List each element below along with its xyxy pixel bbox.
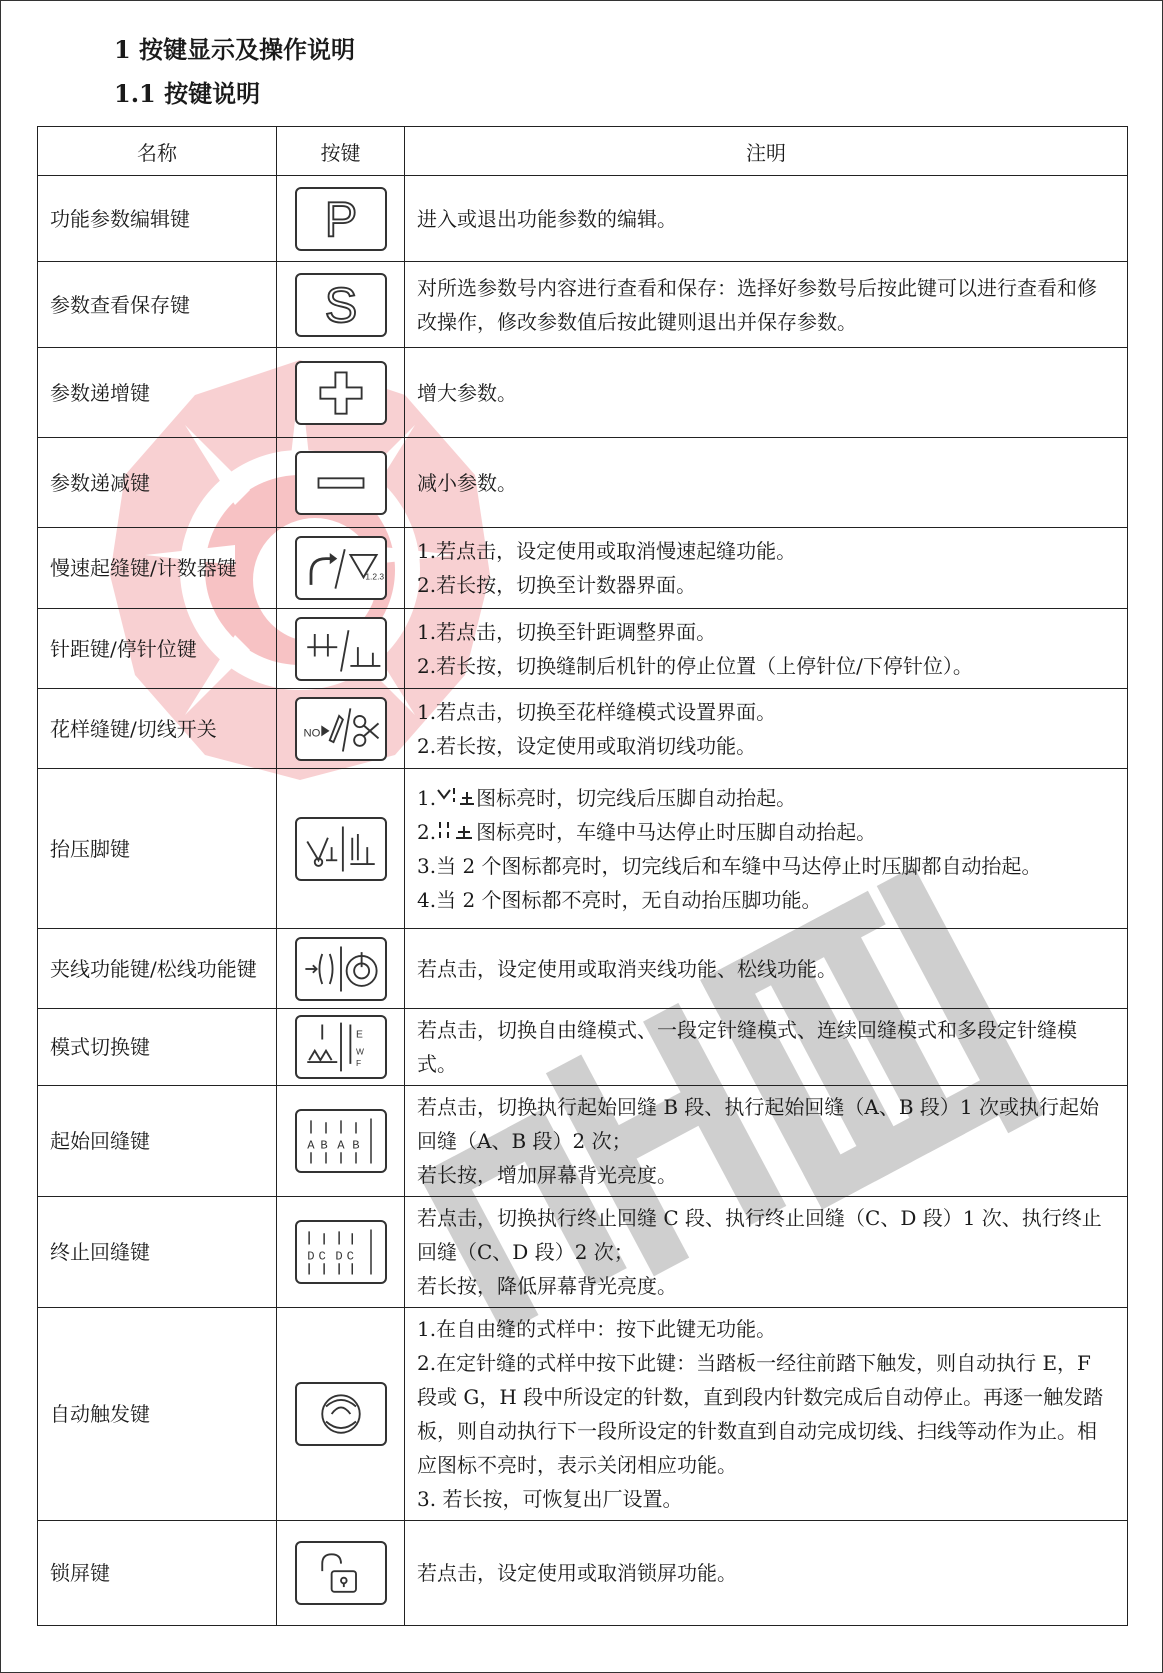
- mode-switch-icon: [295, 1015, 387, 1079]
- note-text: 图标亮时，切完线后压脚自动抬起。: [476, 785, 797, 810]
- table-row: [38, 1521, 1128, 1626]
- key-name: 功能参数编辑键: [38, 176, 277, 262]
- key-name: 终止回缝键: [38, 1197, 277, 1308]
- header-note: 注明: [405, 127, 1128, 176]
- table-row: [38, 262, 1128, 348]
- presser-foot-lift-icon: [295, 817, 387, 881]
- table-row: [38, 176, 1128, 262]
- s-key-label: S: [324, 278, 357, 333]
- key-note: [405, 1086, 1128, 1197]
- note-text: 图标亮时，车缝中马达停止时压脚自动抬起。: [476, 819, 877, 844]
- key-note: [405, 348, 1128, 438]
- note-line: 2.若长按，设定使用或取消切线功能。: [417, 733, 757, 758]
- key-cell: [277, 929, 405, 1009]
- minus-key-icon: [295, 451, 387, 515]
- key-cell: [277, 769, 405, 929]
- note-line: 2.若长按，切换缝制后机针的停止位置（上停针位/下停针位）。: [417, 653, 973, 678]
- key-note: [405, 929, 1128, 1009]
- header-key: 按键: [277, 127, 405, 176]
- p-key-icon: [295, 187, 387, 251]
- end-backtack-icon: [295, 1220, 387, 1284]
- s-key-icon: [295, 273, 387, 337]
- mode-label-e: E: [355, 1029, 363, 1041]
- key-cell: [277, 528, 405, 609]
- key-note: [405, 1197, 1128, 1308]
- backtack-label: D: [334, 1249, 343, 1264]
- note-line: 若长按，增加屏幕背光亮度。: [417, 1163, 677, 1187]
- key-name: 自动触发键: [38, 1308, 277, 1521]
- plus-key-icon: [295, 361, 387, 425]
- key-cell: [277, 1086, 405, 1197]
- note-line: 3.当 2 个图标都亮时，切完线后和车缝中马达停止时压脚都自动抬起。: [417, 853, 1042, 878]
- table-row: [38, 1086, 1128, 1197]
- key-name: 慢速起缝键/计数器键: [38, 528, 277, 609]
- key-cell: [277, 1308, 405, 1521]
- note-line: 若长按，降低屏幕背光亮度。: [417, 1274, 677, 1298]
- note-prefix: 1.: [417, 785, 437, 810]
- note-line: 增大参数。: [417, 380, 517, 405]
- note-line: 减小参数。: [417, 470, 517, 495]
- note-line: 2.在定针缝的式样中按下此键：当踏板一经往前踏下触发，则自动执行 E，F 段或 G，H 段中所设定的针数，直到段内针数完成后自动停止。再逐一触发踏板，则自动执行下一段所设定的针数直到自动完成切线、扫线等动作为止。相应图标不亮时，表示关闭相应功能。: [417, 1351, 1104, 1477]
- note-line: [417, 815, 1115, 849]
- slow-start-counter-icon: [295, 536, 387, 600]
- note-line: 1.若点击，切换至花样缝模式设置界面。: [417, 699, 777, 724]
- key-note: [405, 1009, 1128, 1086]
- table-row: [38, 438, 1128, 528]
- p-key-label: P: [324, 192, 357, 247]
- table-row: [38, 609, 1128, 689]
- table-row: [38, 348, 1128, 438]
- note-line: [417, 781, 1115, 815]
- note-line: 1.若点击，切换至针距调整界面。: [417, 619, 717, 644]
- backtack-label: B: [319, 1138, 328, 1153]
- key-note: [405, 262, 1128, 348]
- backtack-label: A: [336, 1138, 345, 1153]
- table-row: [38, 769, 1128, 929]
- note-line: 1.若点击，设定使用或取消慢速起缝功能。: [417, 539, 797, 563]
- key-name: 模式切换键: [38, 1009, 277, 1086]
- key-name: 参数递增键: [38, 348, 277, 438]
- trim-lift-icon: [436, 786, 476, 808]
- key-name: 参数递减键: [38, 438, 277, 528]
- key-cell: [277, 176, 405, 262]
- note-line: 若点击，切换执行起始回缝 B 段、执行起始回缝（A、B 段）1 次或执行起始回缝（A、B 段）2 次；: [417, 1095, 1099, 1153]
- mode-label-f: F: [355, 1057, 361, 1068]
- key-name: 锁屏键: [38, 1521, 277, 1626]
- counter-label: 1.2.3: [364, 571, 384, 582]
- table-row: [38, 528, 1128, 609]
- key-note: [405, 1521, 1128, 1626]
- note-prefix: 2.: [417, 819, 437, 844]
- key-note: [405, 528, 1128, 609]
- backtack-label: B: [351, 1138, 360, 1153]
- table-row: [38, 929, 1128, 1009]
- key-note: [405, 769, 1128, 929]
- key-name: 参数查看保存键: [38, 262, 277, 348]
- note-line: 4.当 2 个图标都不亮时，无自动抬压脚功能。: [417, 887, 822, 912]
- backtack-label: D: [306, 1249, 315, 1264]
- note-line: 若点击，切换执行终止回缝 C 段、执行终止回缝（C、D 段）1 次、执行终止回缝（C、D 段）2 次；: [417, 1206, 1102, 1264]
- note-line: 若点击，设定使用或取消夹线功能、松线功能。: [417, 956, 837, 981]
- key-note: [405, 689, 1128, 769]
- key-cell: [277, 1521, 405, 1626]
- note-line: 若点击，切换自由缝模式、一段定针缝模式、连续回缝模式和多段定针缝模式。: [417, 1018, 1077, 1076]
- table-header-row: [38, 127, 1128, 176]
- backtack-label: A: [306, 1138, 315, 1153]
- table-row: [38, 689, 1128, 769]
- key-note: [405, 176, 1128, 262]
- note-line: 对所选参数号内容进行查看和保存：选择好参数号后按此键可以进行查看和修改操作，修改参数值后按此键则退出并保存参数。: [417, 275, 1097, 334]
- key-cell: [277, 1197, 405, 1308]
- stitch-length-needle-stop-icon: [295, 617, 387, 681]
- backtack-label: C: [346, 1249, 354, 1264]
- key-description-table: [37, 126, 1128, 1626]
- key-note: [405, 609, 1128, 689]
- stop-lift-icon: [436, 820, 476, 842]
- key-cell: [277, 689, 405, 769]
- subsection-heading: 1.1 按键说明: [114, 79, 261, 108]
- start-backtack-icon: [295, 1109, 387, 1173]
- key-cell: [277, 609, 405, 689]
- key-cell: [277, 262, 405, 348]
- key-name: 起始回缝键: [38, 1086, 277, 1197]
- note-line: 若点击，设定使用或取消锁屏功能。: [417, 1561, 737, 1585]
- backtack-label: C: [318, 1249, 326, 1264]
- mode-label-w: W: [355, 1046, 364, 1057]
- key-name: 针距键/停针位键: [38, 609, 277, 689]
- note-line: 1.在自由缝的式样中：按下此键无功能。: [417, 1317, 777, 1341]
- table-row: [38, 1197, 1128, 1308]
- table-row: [38, 1009, 1128, 1086]
- section-heading: 1 按键显示及操作说明: [114, 35, 356, 64]
- key-name: 夹线功能键/松线功能键: [38, 929, 277, 1009]
- key-name: 抬压脚键: [38, 769, 277, 929]
- pattern-label: NO: [303, 727, 320, 739]
- note-line: 3. 若长按，可恢复出厂设置。: [417, 1487, 683, 1511]
- key-cell: [277, 438, 405, 528]
- pattern-trim-icon: [295, 697, 387, 761]
- header-name: 名称: [38, 127, 277, 176]
- key-note: [405, 438, 1128, 528]
- note-line: 进入或退出功能参数的编辑。: [417, 206, 677, 231]
- auto-trigger-icon: [295, 1382, 387, 1446]
- key-cell: [277, 1009, 405, 1086]
- note-line: 2.若长按，切换至计数器界面。: [417, 573, 697, 597]
- thread-clamp-release-icon: [295, 937, 387, 1001]
- key-name: 花样缝键/切线开关: [38, 689, 277, 769]
- table-row: [38, 1308, 1128, 1521]
- key-cell: [277, 348, 405, 438]
- key-note: [405, 1308, 1128, 1521]
- lock-screen-icon: [295, 1541, 387, 1605]
